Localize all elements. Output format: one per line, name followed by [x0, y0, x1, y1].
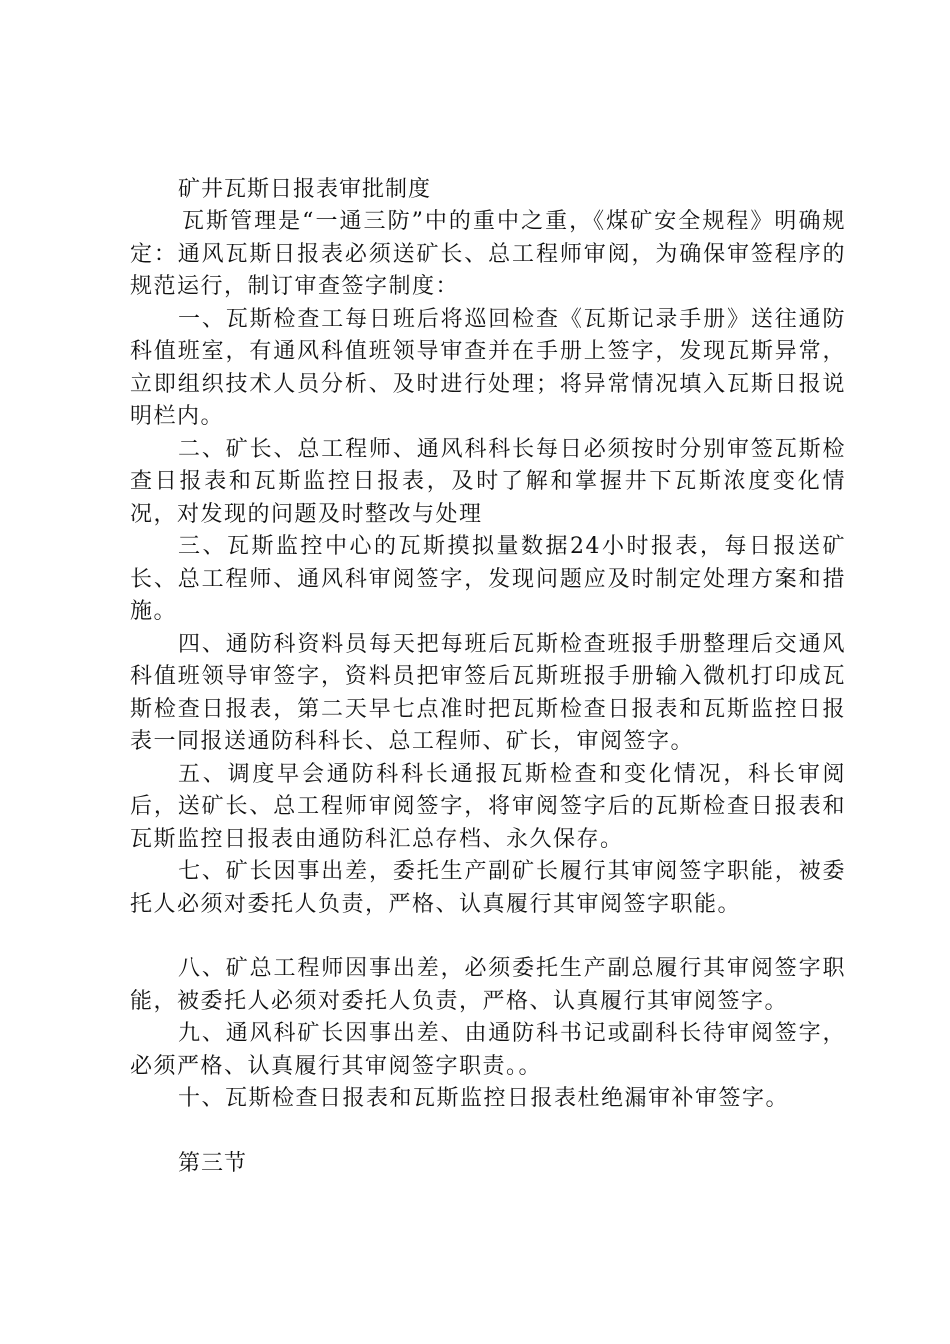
rule-item-8: 八、矿总工程师因事出差，必须委托生产副总履行其审阅签字职能，被委托人必须对委托人负责，严格、认真履行其审阅签字。 — [130, 956, 846, 1014]
intro-paragraph: 瓦斯管理是“一通三防”中的重中之重，《煤矿安全规程》明确规定：通风瓦斯日报表必须送矿长、总工程师审阅，为确保审签程序的规范运行，制订审查签字制度： — [130, 209, 846, 299]
rule-item-7: 七、矿长因事出差，委托生产副矿长履行其审阅签字职能，被委托人必须对委托人负责，严格、认真履行其审阅签字职能。 — [130, 859, 846, 917]
rule-item-5: 五、调度早会通防科科长通报瓦斯检查和变化情况，科长审阅后，送矿长、总工程师审阅签字，将审阅签字后的瓦斯检查日报表和瓦斯监控日报表由通防科汇总存档、永久保存。 — [130, 761, 846, 852]
section-heading: 第三节 — [178, 1150, 248, 1176]
section-gap — [130, 1116, 846, 1148]
rule-item-9: 九、通风科矿长因事出差、由通防科书记或副科长待审阅签字，必须严格、认真履行其审阅签字职责。。 — [130, 1021, 846, 1079]
rule-item-1: 一、瓦斯检查工每日班后将巡回检查《瓦斯记录手册》送往通防科值班室，有通风科值班领导审查并在手册上签字，发现瓦斯异常，立即组织技术人员分析、及时进行处理；将异常情况填入瓦斯日报说明栏内。 — [130, 306, 846, 429]
rule-item-2: 二、矿长、总工程师、通风科科长每日必须按时分别审签瓦斯检查日报表和瓦斯监控日报表，及时了解和掌握井下瓦斯浓度变化情况，对发现的问题及时整改与处理 — [130, 436, 846, 527]
paragraph-gap — [130, 921, 846, 953]
rule-item-10: 十、瓦斯检查日报表和瓦斯监控日报表杜绝漏审补审签字。 — [178, 1086, 790, 1111]
rule-item-4: 四、通防科资料员每天把每班后瓦斯检查班报手册整理后交通风科值班领导审签字，资料员把审签后瓦斯班报手册输入微机打印成瓦斯检查日报表，第二天早七点准时把瓦斯检查日报表和瓦斯监控日报表一同报送通防科科长、总工程师、矿长，审阅签字。 — [130, 631, 846, 754]
document-page — [130, 174, 846, 1180]
rule-item-3: 三、瓦斯监控中心的瓦斯摸拟量数据24小时报表，每日报送矿长、总工程师、通风科审阅签字，发现问题应及时制定处理方案和措施。 — [130, 534, 846, 624]
document-title: 矿井瓦斯日报表审批制度 — [178, 177, 432, 202]
